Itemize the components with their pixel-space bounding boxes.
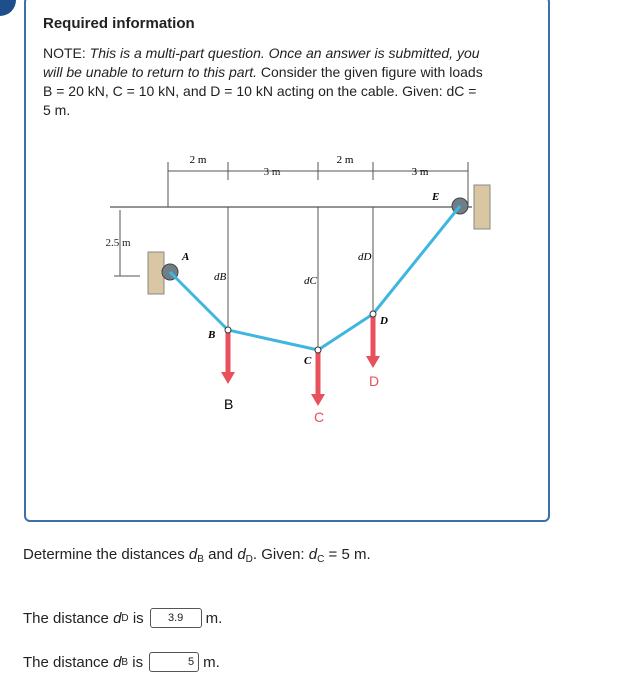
load-arrowhead-D bbox=[366, 356, 380, 368]
label-B: B bbox=[208, 329, 216, 341]
note-label: NOTE: bbox=[43, 45, 86, 61]
label-A: A bbox=[182, 251, 190, 263]
load-arrowhead-C bbox=[311, 394, 325, 406]
dim-label-3m-left: 3 m bbox=[263, 166, 281, 178]
answer-input-dB[interactable]: 5 bbox=[149, 652, 199, 672]
problem-note bbox=[43, 44, 483, 120]
load-label-C: C bbox=[314, 409, 325, 425]
cable-figure bbox=[90, 150, 510, 450]
node-D bbox=[370, 311, 376, 317]
problem-statement: Consider the given figure with loads B = 20 kN, C = 10 kN, and D = 10 kN acting on the cable. Given: dC = 5 m. bbox=[43, 64, 483, 118]
dim-label-3m-right: 3 m bbox=[411, 166, 429, 178]
dim-label-2m-right: 2 m bbox=[336, 154, 354, 166]
dim-label-height: 2.5 m bbox=[105, 237, 131, 249]
support-E bbox=[474, 185, 490, 229]
label-C: C bbox=[304, 355, 312, 367]
dim-label-2m-left: 2 m bbox=[189, 154, 207, 166]
answer-row-dB: The distance d B is 5 m. bbox=[23, 653, 220, 671]
label-dB: dB bbox=[214, 271, 227, 283]
label-D: D bbox=[380, 315, 388, 327]
label-dD: dD bbox=[358, 251, 372, 263]
answer-row-dD: The distance d D is 3.9 m. bbox=[23, 609, 223, 627]
label-E: E bbox=[432, 191, 440, 203]
load-arrowhead-B bbox=[221, 372, 235, 384]
load-label-B: B bbox=[224, 396, 234, 412]
label-dC: dC bbox=[304, 275, 317, 287]
note-warning: This is a multi-part question. Once an answer is submitted, you will be unable to return to this part. bbox=[43, 45, 480, 80]
section-badge bbox=[0, 0, 16, 16]
node-C bbox=[315, 347, 321, 353]
required-information-title: Required information bbox=[43, 15, 195, 32]
question-text: Determine the distances $d_B$ and $d_D$. Given: $d_C = 5$ m. bbox=[23, 546, 371, 565]
node-B bbox=[225, 327, 231, 333]
load-label-D: D bbox=[369, 373, 380, 389]
answer-input-dD[interactable]: 3.9 bbox=[150, 608, 202, 628]
